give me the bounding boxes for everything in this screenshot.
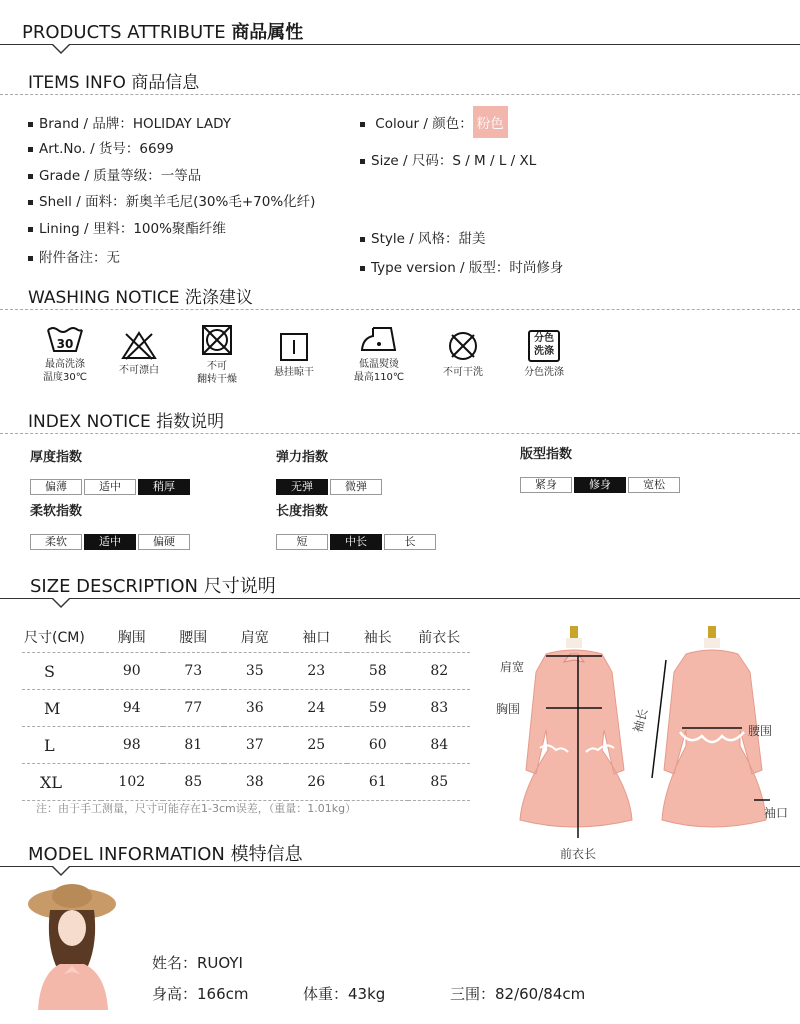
label-front-length: 前衣长 [560, 847, 597, 861]
size-cell: 82 [408, 653, 470, 690]
model-photo [26, 882, 120, 1010]
wash-label: 翻转干燥 [197, 374, 237, 385]
index-title: INDEX NOTICE 指数说明 [28, 412, 225, 432]
page-title [22, 18, 303, 44]
size-cell: 25 [286, 727, 347, 764]
table-row [22, 727, 470, 764]
size-col-header: 袖长 [363, 630, 392, 646]
separate-wash-box-line2: 洗涤 [534, 346, 554, 357]
label-chest: 胸围 [496, 702, 521, 716]
page-title-en: PRODUCTS ATTRIBUTE [22, 22, 226, 43]
low-iron-icon [359, 324, 399, 354]
size-cell: 36 [224, 690, 285, 727]
divider [0, 433, 800, 434]
size-cell: 94 [101, 690, 162, 727]
separate-wash-icon-block [509, 330, 579, 379]
label-waist: 腰围 [748, 724, 773, 738]
sleeve-measure-line [652, 660, 666, 778]
size-cell: 37 [224, 727, 285, 764]
size-col-header: 前衣长 [418, 630, 461, 646]
no-tumble-dry-icon-block [182, 324, 252, 386]
size-cell: 58 [347, 653, 408, 690]
info-art-no: Art.No. / 货号：6699 [28, 137, 174, 157]
size-cell: 81 [163, 727, 224, 764]
index-group-name: 长度指数 [276, 504, 329, 519]
model-hat-crown [52, 884, 92, 908]
index-chip: 长 [384, 534, 436, 550]
separate-wash-icon [528, 330, 560, 362]
size-col-header: 袖口 [302, 630, 331, 646]
info-brand: Brand / 品牌：HOLIDAY LADY [28, 112, 231, 132]
mannequin-neck [704, 638, 720, 648]
svg-text:30: 30 [56, 337, 74, 351]
model-height: 身高：166cm [152, 985, 249, 1003]
model-name: 姓名：RUOYI [152, 954, 243, 972]
index-group-softness [30, 500, 192, 550]
info-grade: Grade / 质量等级：一等品 [28, 164, 201, 184]
notch-marker [52, 599, 70, 608]
index-chip: 短 [276, 534, 328, 550]
size-col-header: 肩宽 [240, 630, 269, 646]
size-title: SIZE DESCRIPTION 尺寸说明 [30, 576, 276, 597]
wash-30-icon-block [30, 324, 100, 384]
dress-diagram [490, 620, 790, 860]
colour-label: Colour / 颜色： [375, 116, 473, 132]
index-group-fit [520, 443, 682, 493]
size-note: 注：由于手工测量，尺寸可能存在1-3cm误差，（重量：1.01kg） [36, 802, 357, 815]
wash-label: 最高110℃ [353, 372, 405, 383]
index-group-name: 厚度指数 [30, 450, 83, 465]
index-group-thickness [30, 446, 192, 495]
index-group-length [276, 500, 438, 550]
size-cell: 35 [224, 653, 285, 690]
index-group-name: 柔软指数 [30, 504, 83, 519]
label-cuff: 袖口 [764, 806, 789, 820]
hang-dry-icon [279, 332, 309, 362]
washing-title: WASHING NOTICE 洗涤建议 [28, 288, 253, 308]
size-cell: 59 [347, 690, 408, 727]
index-chip: 紧身 [520, 477, 572, 493]
wash-label: 不可漂白 [119, 365, 159, 376]
wash-label: 悬挂晾干 [274, 367, 314, 378]
wash-label: 温度30℃ [43, 372, 87, 383]
info-lining: Lining / 里料：100%聚酯纤维 [28, 217, 226, 237]
no-bleach-icon [121, 330, 157, 360]
model-title: MODEL INFORMATION 模特信息 [28, 844, 303, 865]
size-table-header [22, 622, 470, 653]
size-cell: 90 [101, 653, 162, 690]
size-col-header: 腰围 [179, 630, 208, 646]
wash-label: 不可 [207, 361, 227, 372]
index-chip: 偏薄 [30, 479, 82, 495]
mannequin-cap [708, 626, 716, 638]
low-iron-icon-block [344, 324, 414, 384]
info-style: Style / 风格：甜美 [360, 227, 486, 247]
size-cell: 61 [347, 764, 408, 801]
size-cell: XL [22, 764, 101, 801]
info-shell: Shell / 面料：新奥羊毛尼(30%毛+70%化纤) [28, 190, 315, 210]
size-cell: 38 [224, 764, 285, 801]
size-cell: 83 [408, 690, 470, 727]
index-group-name: 版型指数 [520, 447, 573, 462]
size-table [22, 622, 470, 801]
index-chip-selected: 无弹 [276, 479, 328, 495]
index-chip-selected: 稍厚 [138, 479, 190, 495]
model-measurements: 三围：82/60/84cm [450, 985, 586, 1003]
separate-wash-box-line1: 分色 [534, 333, 554, 344]
label-sleeve: 袖长 [630, 707, 651, 735]
index-chip: 偏硬 [138, 534, 190, 550]
size-cell: S [22, 653, 101, 690]
no-tumble-dry-icon [201, 324, 233, 356]
dress-front [520, 650, 632, 827]
wash-label: 不可干洗 [443, 367, 483, 378]
hang-dry-icon-block [259, 332, 329, 379]
size-cell: 85 [163, 764, 224, 801]
size-cell: 85 [408, 764, 470, 801]
info-colour [360, 106, 508, 138]
table-row [22, 764, 470, 801]
size-col-header: 尺寸(CM) [24, 630, 85, 646]
divider [0, 94, 800, 95]
size-col-header: 胸围 [117, 630, 146, 646]
size-cell: 84 [408, 727, 470, 764]
size-cell: 26 [286, 764, 347, 801]
index-group-name: 弹力指数 [276, 450, 329, 465]
table-row [22, 653, 470, 690]
index-chip: 柔软 [30, 534, 82, 550]
divider [0, 598, 800, 599]
label-shoulder: 肩宽 [500, 660, 525, 674]
no-dry-clean-icon [447, 330, 479, 362]
wash-label: 分色洗涤 [524, 367, 564, 378]
size-cell: 24 [286, 690, 347, 727]
mannequin-neck [566, 638, 582, 648]
wash-30-icon [45, 324, 85, 354]
page-title-cn: 商品属性 [231, 22, 304, 43]
index-chip: 宽松 [628, 477, 680, 493]
size-cell: 23 [286, 653, 347, 690]
index-chip-selected: 修身 [574, 477, 626, 493]
model-weight: 体重：43kg [303, 985, 386, 1003]
info-type: Type version / 版型：时尚修身 [360, 256, 563, 276]
divider [0, 44, 800, 45]
notch-marker [52, 45, 70, 54]
items-info-title: ITEMS INFO 商品信息 [28, 73, 200, 93]
index-chip: 适中 [84, 479, 136, 495]
size-cell: 98 [101, 727, 162, 764]
divider [0, 866, 800, 867]
size-cell: 102 [101, 764, 162, 801]
size-cell: 60 [347, 727, 408, 764]
index-group-elasticity [276, 446, 384, 495]
no-dry-clean-icon-block [428, 330, 498, 379]
info-size: Size / 尺码：S / M / L / XL [360, 149, 536, 169]
info-attachment: 附件备注：无 [28, 246, 120, 266]
index-chip: 微弹 [330, 479, 382, 495]
size-cell: 73 [163, 653, 224, 690]
wash-label: 低温熨烫 [359, 359, 399, 370]
wash-label: 最高洗涤 [45, 359, 85, 370]
index-chip-selected: 中长 [330, 534, 382, 550]
size-cell: 77 [163, 690, 224, 727]
no-bleach-icon-block [104, 330, 174, 377]
size-cell: L [22, 727, 101, 764]
size-cell: M [22, 690, 101, 727]
table-row [22, 690, 470, 727]
index-chip-selected: 适中 [84, 534, 136, 550]
notch-marker [52, 867, 70, 876]
model-face [58, 910, 86, 946]
divider [0, 309, 800, 310]
mannequin-cap [570, 626, 578, 638]
colour-swatch: 粉色 [473, 106, 508, 138]
